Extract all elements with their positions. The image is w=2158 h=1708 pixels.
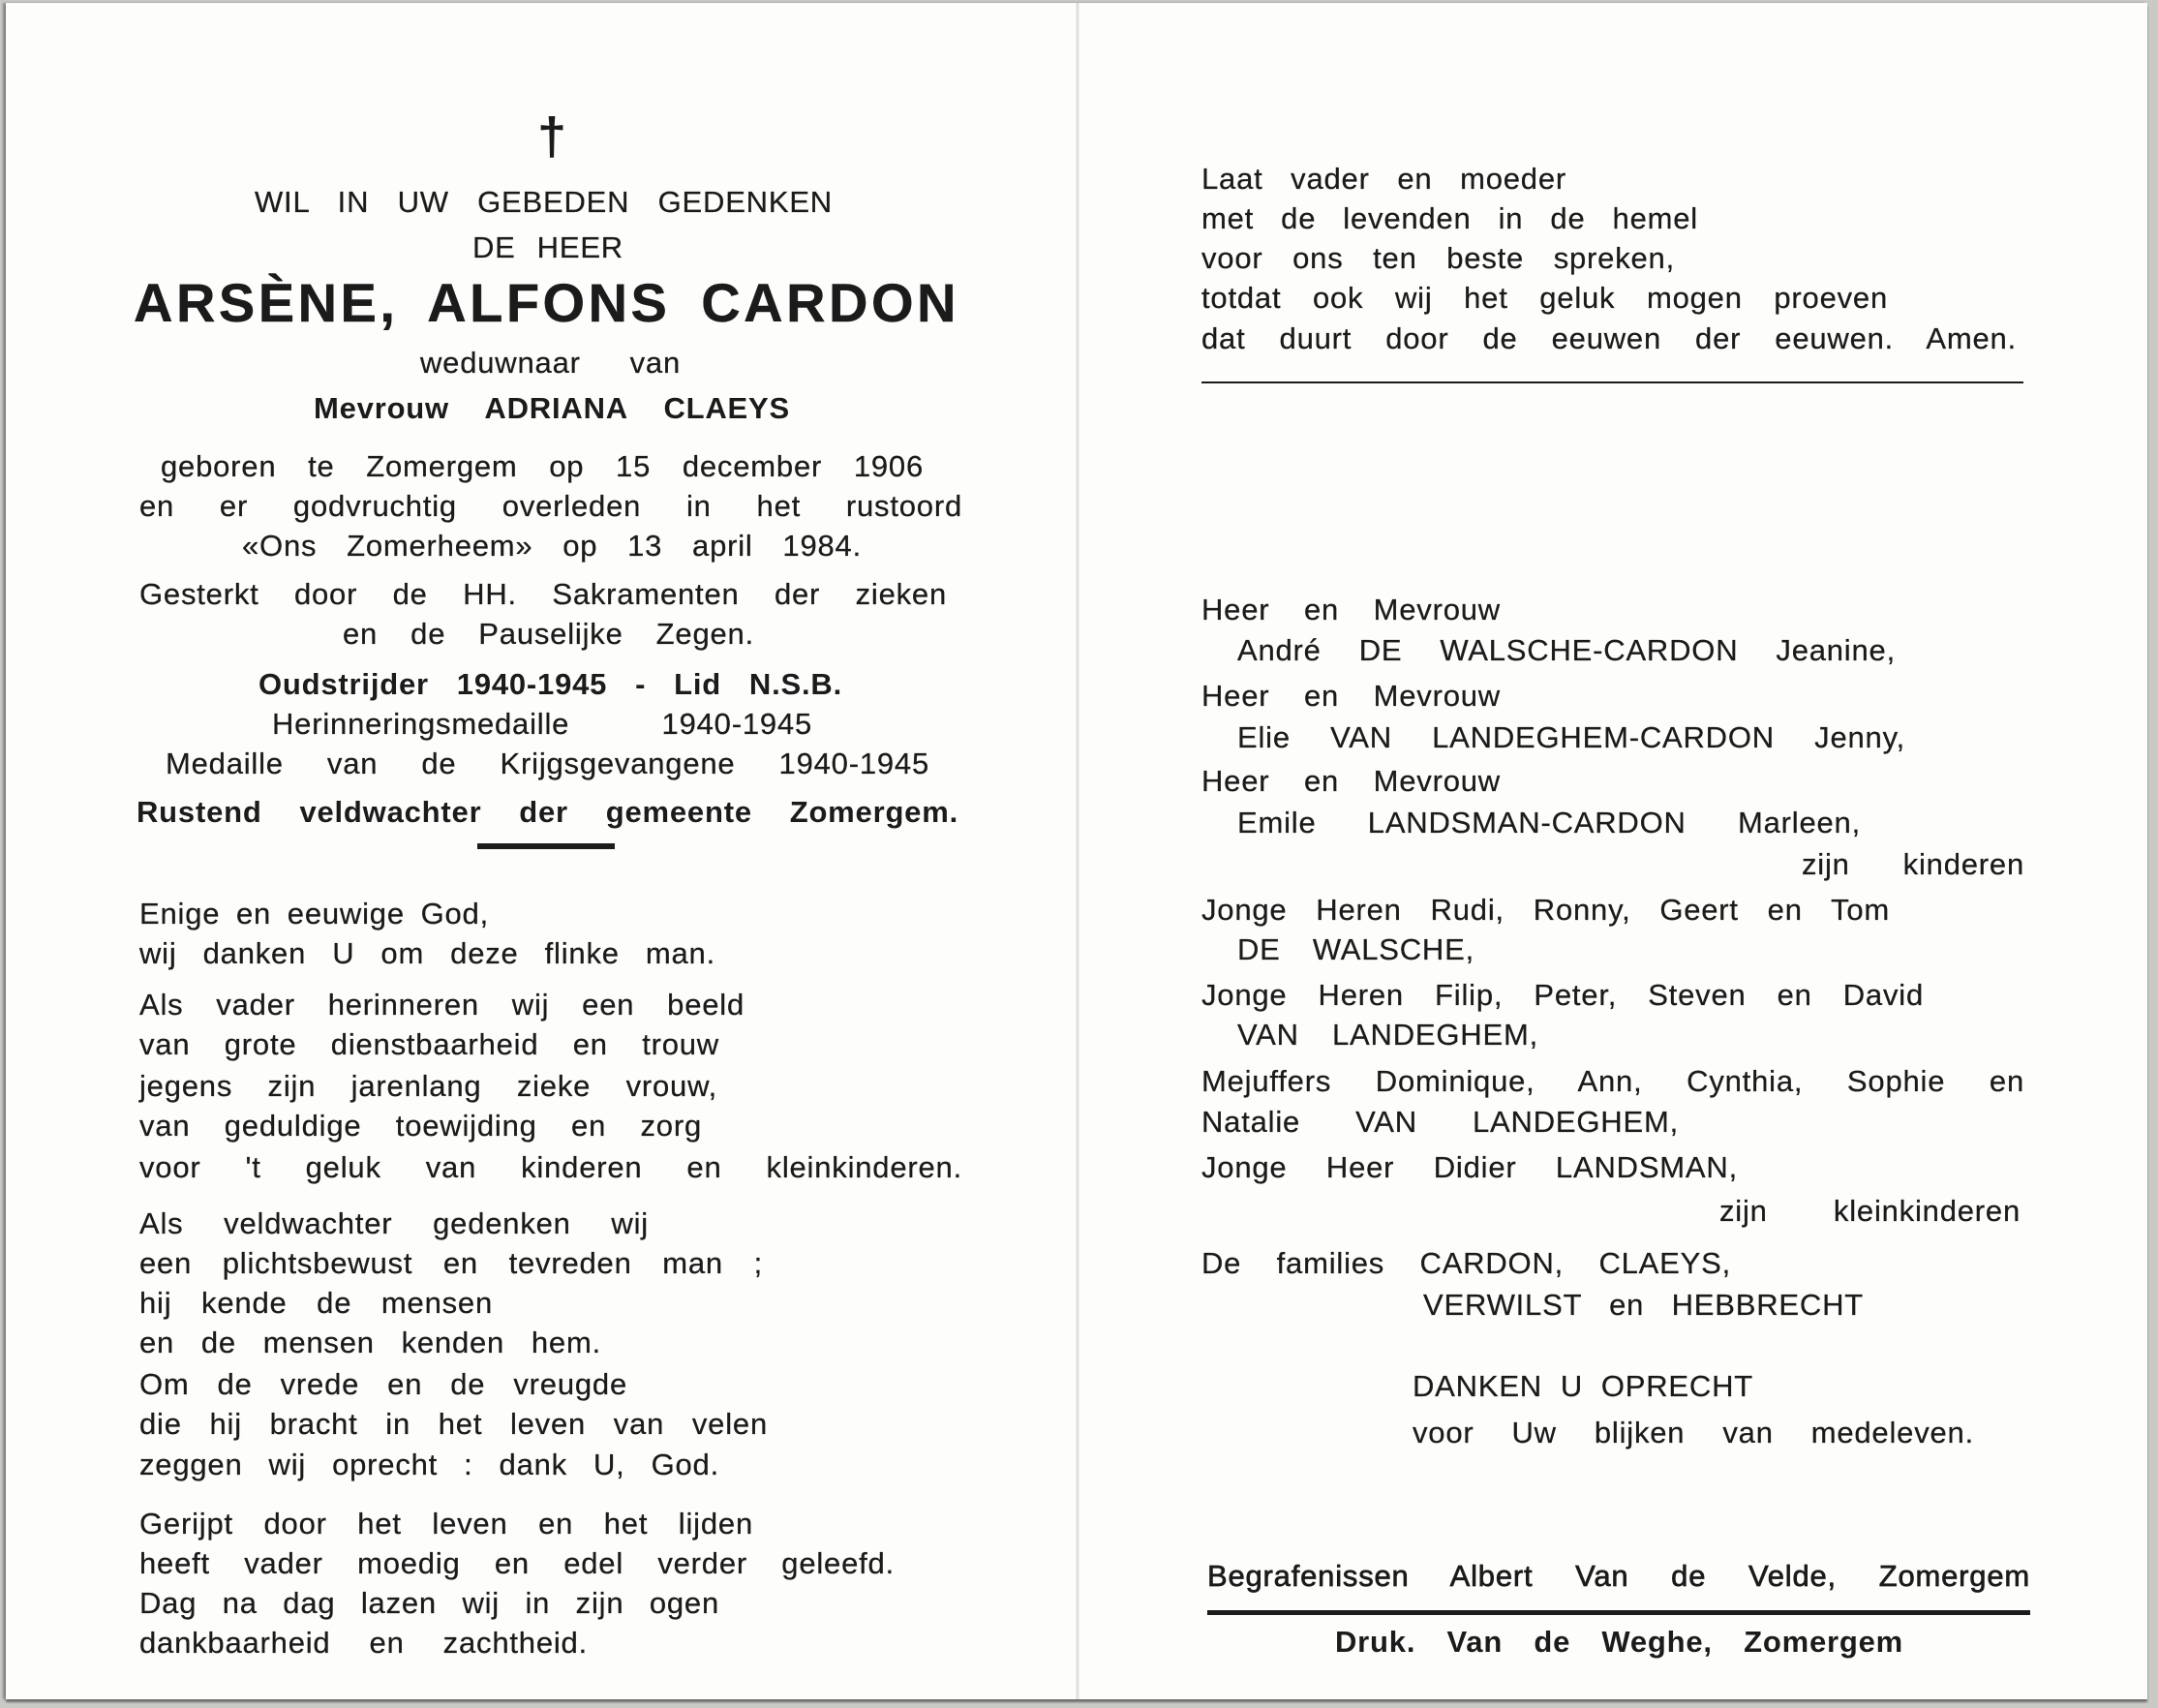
thanks-text: voor Uw blijken van medeleven. — [1413, 1416, 1974, 1449]
prayer-line: Laat vader en moeder — [1201, 162, 1566, 196]
deceased-name: ARSÈNE, ALFONS CARDON — [134, 272, 959, 333]
poem-line: heeft vader moedig en edel verder geleefd. — [139, 1546, 895, 1580]
couple-names: André DE WALSCHE-CARDON Jeanine, — [1237, 633, 1896, 667]
prayer-line: met de levenden in de hemel — [1201, 201, 1698, 235]
sacraments-line: Gesterkt door de HH. Sakramenten der zieken — [139, 577, 947, 611]
prayer-line: voor ons ten beste spreken, — [1201, 241, 1675, 275]
thanks-heading: DANKEN U OPRECHT — [1413, 1369, 1753, 1403]
grandchildren-surname: VAN LANDEGHEM, — [1237, 1018, 1538, 1052]
poem-line: wij danken U om deze flinke man. — [139, 936, 715, 970]
prayer-line: totdat ook wij het geluk mogen proeven — [1201, 281, 1888, 315]
poem-line: en de mensen kenden hem. — [139, 1326, 601, 1359]
poem-line: Gerijpt door het leven en het lijden — [139, 1507, 753, 1540]
prayer-line: dat duurt door de eeuwen der eeuwen. Amen. — [1201, 321, 2017, 355]
grandchildren-label: zijn kleinkinderen — [1719, 1194, 2021, 1228]
poem-line: Als veldwachter gedenken wij — [139, 1206, 649, 1240]
poem-line: van geduldige toewijding en zorg — [139, 1109, 702, 1143]
divider-rule — [1201, 381, 2023, 383]
families-line: VERWILST en HEBBRECHT — [1423, 1288, 1864, 1322]
couple-names: Elie VAN LANDEGHEM-CARDON Jenny, — [1237, 720, 1905, 754]
cross-icon: † — [536, 107, 567, 166]
heading-line: DE HEER — [472, 230, 623, 264]
ornament-rule — [477, 843, 615, 849]
poem-line: Dag na dag lazen wij in zijn ogen — [139, 1586, 719, 1620]
grandchildren-line: Jonge Heren Filip, Peter, Steven en David — [1201, 978, 1924, 1012]
biography-line: en er godvruchtig overleden in het rustoord — [139, 489, 962, 523]
grandchildren-line: Mejuffers Dominique, Ann, Cynthia, Sophie en — [1201, 1064, 2024, 1098]
undertaker-line: Begrafenissen Albert Van de Velde, Zomergem — [1207, 1559, 2030, 1593]
poem-line: zeggen wij oprecht : dank U, God. — [139, 1448, 719, 1481]
heading-line: WIL IN UW GEBEDEN GEDENKEN — [255, 185, 833, 219]
couple-title: Heer en Mevrouw — [1201, 679, 1501, 713]
right-page — [1078, 0, 2152, 1708]
poem-line: van grote dienstbaarheid en trouw — [139, 1027, 719, 1061]
occupation-line: Rustend veldwachter der gemeente Zomergem. — [137, 795, 958, 829]
grandchildren-surname: DE WALSCHE, — [1237, 932, 1474, 966]
poem-line: jegens zijn jarenlang zieke vrouw, — [139, 1069, 717, 1103]
poem-line: Om de vrede en de vreugde — [139, 1367, 627, 1401]
grandchildren-surname: Natalie VAN LANDEGHEM, — [1201, 1105, 1679, 1139]
poem-line: Enige en eeuwige God, — [139, 897, 489, 930]
medal-line: Herinneringsmedaille 1940-1945 — [272, 707, 812, 741]
veteran-line: Oudstrijder 1940-1945 - Lid N.S.B. — [258, 667, 842, 701]
left-page — [0, 0, 1076, 1708]
biography-line: «Ons Zomerheem» op 13 april 1984. — [242, 529, 862, 563]
medal-line: Medaille van de Krijgsgevangene 1940-1945 — [166, 747, 929, 780]
sacraments-line: en de Pauselijke Zegen. — [343, 617, 754, 651]
poem-line: hij kende de mensen — [139, 1286, 493, 1320]
grandchildren-line: Jonge Heren Rudi, Ronny, Geert en Tom — [1201, 893, 1890, 927]
families-line: De families CARDON, CLAEYS, — [1201, 1246, 1731, 1280]
poem-line: voor 't geluk van kinderen en kleinkinderen. — [139, 1150, 962, 1184]
poem-line: dankbaarheid en zachtheid. — [139, 1626, 588, 1660]
poem-line: Als vader herinneren wij een beeld — [139, 988, 745, 1022]
grandchildren-line: Jonge Heer Didier LANDSMAN, — [1201, 1150, 1738, 1184]
printer-line: Druk. Van de Weghe, Zomergem — [1335, 1625, 1903, 1659]
poem-line: een plichtsbewust en tevreden man ; — [139, 1246, 763, 1280]
couple-title: Heer en Mevrouw — [1201, 764, 1501, 798]
couple-names: Emile LANDSMAN-CARDON Marleen, — [1237, 806, 1861, 839]
biography-line: geboren te Zomergem op 15 december 1906 — [161, 449, 924, 483]
children-label: zijn kinderen — [1802, 847, 2024, 881]
poem-line: die hij bracht in het leven van velen — [139, 1407, 768, 1441]
footer-rule — [1207, 1610, 2030, 1615]
couple-title: Heer en Mevrouw — [1201, 593, 1501, 626]
relation-text: weduwnaar van — [420, 346, 681, 380]
spouse-name: Mevrouw ADRIANA CLAEYS — [314, 391, 790, 425]
